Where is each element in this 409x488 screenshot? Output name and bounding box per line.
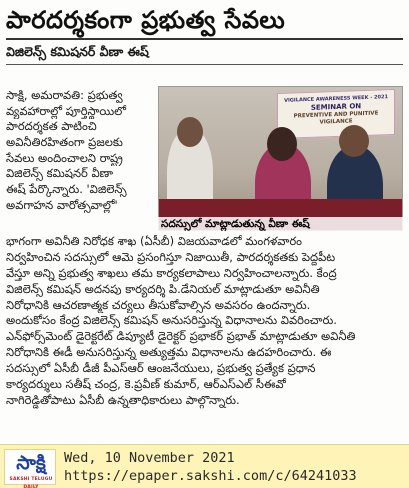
epaper-link[interactable]: https://epaper.sakshi.com/c/64241033	[64, 468, 357, 484]
body-line: నాగిరెడ్డితోపాటు ఏసీబీ ఉన్నతాధికారులు పాల్గొన్నారు.	[6, 392, 240, 407]
publication-date: Wed, 10 November 2021	[64, 450, 235, 466]
article-body	[6, 234, 403, 409]
photo-caption: సదస్సులో మాట్లాడుతున్న వీణా ఈష్‌	[158, 217, 403, 231]
banner-line: SEMINAR ON	[310, 102, 362, 112]
body-line: నిరోధానికి ఈడీ అనుసరిస్తున్న అత్యుత్తమ విధానాలను ఉదహరించారు. ఈ	[6, 345, 332, 360]
seminar-banner	[277, 89, 395, 139]
article-photo	[158, 86, 403, 231]
banner-line: PREVENTIVE AND PUNITIVE VIGILANCE	[293, 110, 379, 126]
person-head	[177, 117, 203, 147]
sakshi-logo[interactable]	[4, 449, 56, 488]
body-line: భాగంగా అవినీతి నిరోధక శాఖ (ఏసీబీ) విజయవాడలో మంగళవారం	[6, 234, 303, 248]
body-line: సదస్సులో ఏసీబీ డీజీ పీఎస్‌ఆర్‌ ఆంజనేయులు, ప్రభుత్వ ప్రత్యేక ప్రధాన	[6, 361, 316, 376]
left-column-line: అవగాహన వారోత్సవాల్లో'	[6, 197, 118, 212]
headline-divider	[6, 38, 403, 40]
person-head	[267, 127, 297, 161]
person-head	[339, 125, 369, 157]
left-column-line: పారదర్శకత పాటించి	[6, 119, 97, 134]
logo-wordmark: సాక్షి	[16, 452, 46, 474]
banner-line: VIGILANCE AWARENESS WEEK - 2021	[284, 94, 388, 104]
epaper-footer	[0, 444, 409, 488]
left-column-line: సాక్షి, అమరావతి: ప్రభుత్వ	[6, 88, 123, 102]
body-line: నిరోధానికి ఆచరణాత్మక చర్యలు తీసుకోవాల్సిన అవసరం ఉందన్నారు.	[6, 297, 311, 312]
left-column-line: ఈష్‌ పేర్కొన్నారు. 'విజిలెన్స్‌	[6, 182, 127, 197]
body-line: వేస్తూ అన్ని ప్రభుత్వ శాఖలు తమ కార్యకలాపాలు నిర్వహించాలన్నారు. కేంద్ర	[6, 265, 337, 280]
logo-tagline: SAKSHI TELUGU DAILY	[9, 477, 53, 488]
left-column-text	[6, 88, 156, 214]
left-column-line: సేవలు అందించాలని రాష్ట్ర	[6, 150, 123, 165]
left-column-line: వ్యవహారాల్లో పూర్తిస్థాయిలో	[6, 103, 126, 118]
body-line: విజిలెన్స్‌ కమిషన్‌ అదనపు కార్యదర్శి పి.డేనియల్‌ మాట్లాడుతూ అవినీతి	[6, 281, 320, 296]
article-headline: పారదర్శకంగా ప్రభుత్వ సేవలు	[6, 6, 286, 34]
body-line: కార్యదర్శులు సతీష్‌ చంద్ర, కె.ప్రవీణ్‌ కుమార్‌, ఆర్‌ఎస్‌ఎల్‌ సీఈవో	[6, 377, 286, 392]
article-subheadline: విజిలెన్స్‌ కమిషనర్‌ వీణా ఈష్‌	[6, 44, 149, 59]
subheadline-divider	[6, 64, 403, 65]
left-column-line: అవినీతిరహితంగా ప్రజలకు	[6, 135, 123, 150]
body-line: ఎన్‌ఫోర్స్‌మెంట్‌ డైరెక్టరేట్‌ డిప్యూటీ డైరెక్టర్‌ ప్రభాకర్‌ ప్రభాత్‌ మాట్లాడుతూ అవినీతి	[6, 329, 356, 344]
body-line: అందుకోసం కేంద్ర విజిలెన్స్‌ కమిషన్‌ అనుసరిస్తున్న విధానాలను వివరించారు.	[6, 313, 337, 328]
body-line: నిర్వహించిన సదస్సులో ఆమె ప్రసంగిస్తూ నిజాయితీ, పారదర్శకతకు పెద్దపీట	[6, 249, 336, 264]
left-column-line: విజిలెన్స్‌ కమిషనర్‌ వీణా	[6, 166, 114, 181]
